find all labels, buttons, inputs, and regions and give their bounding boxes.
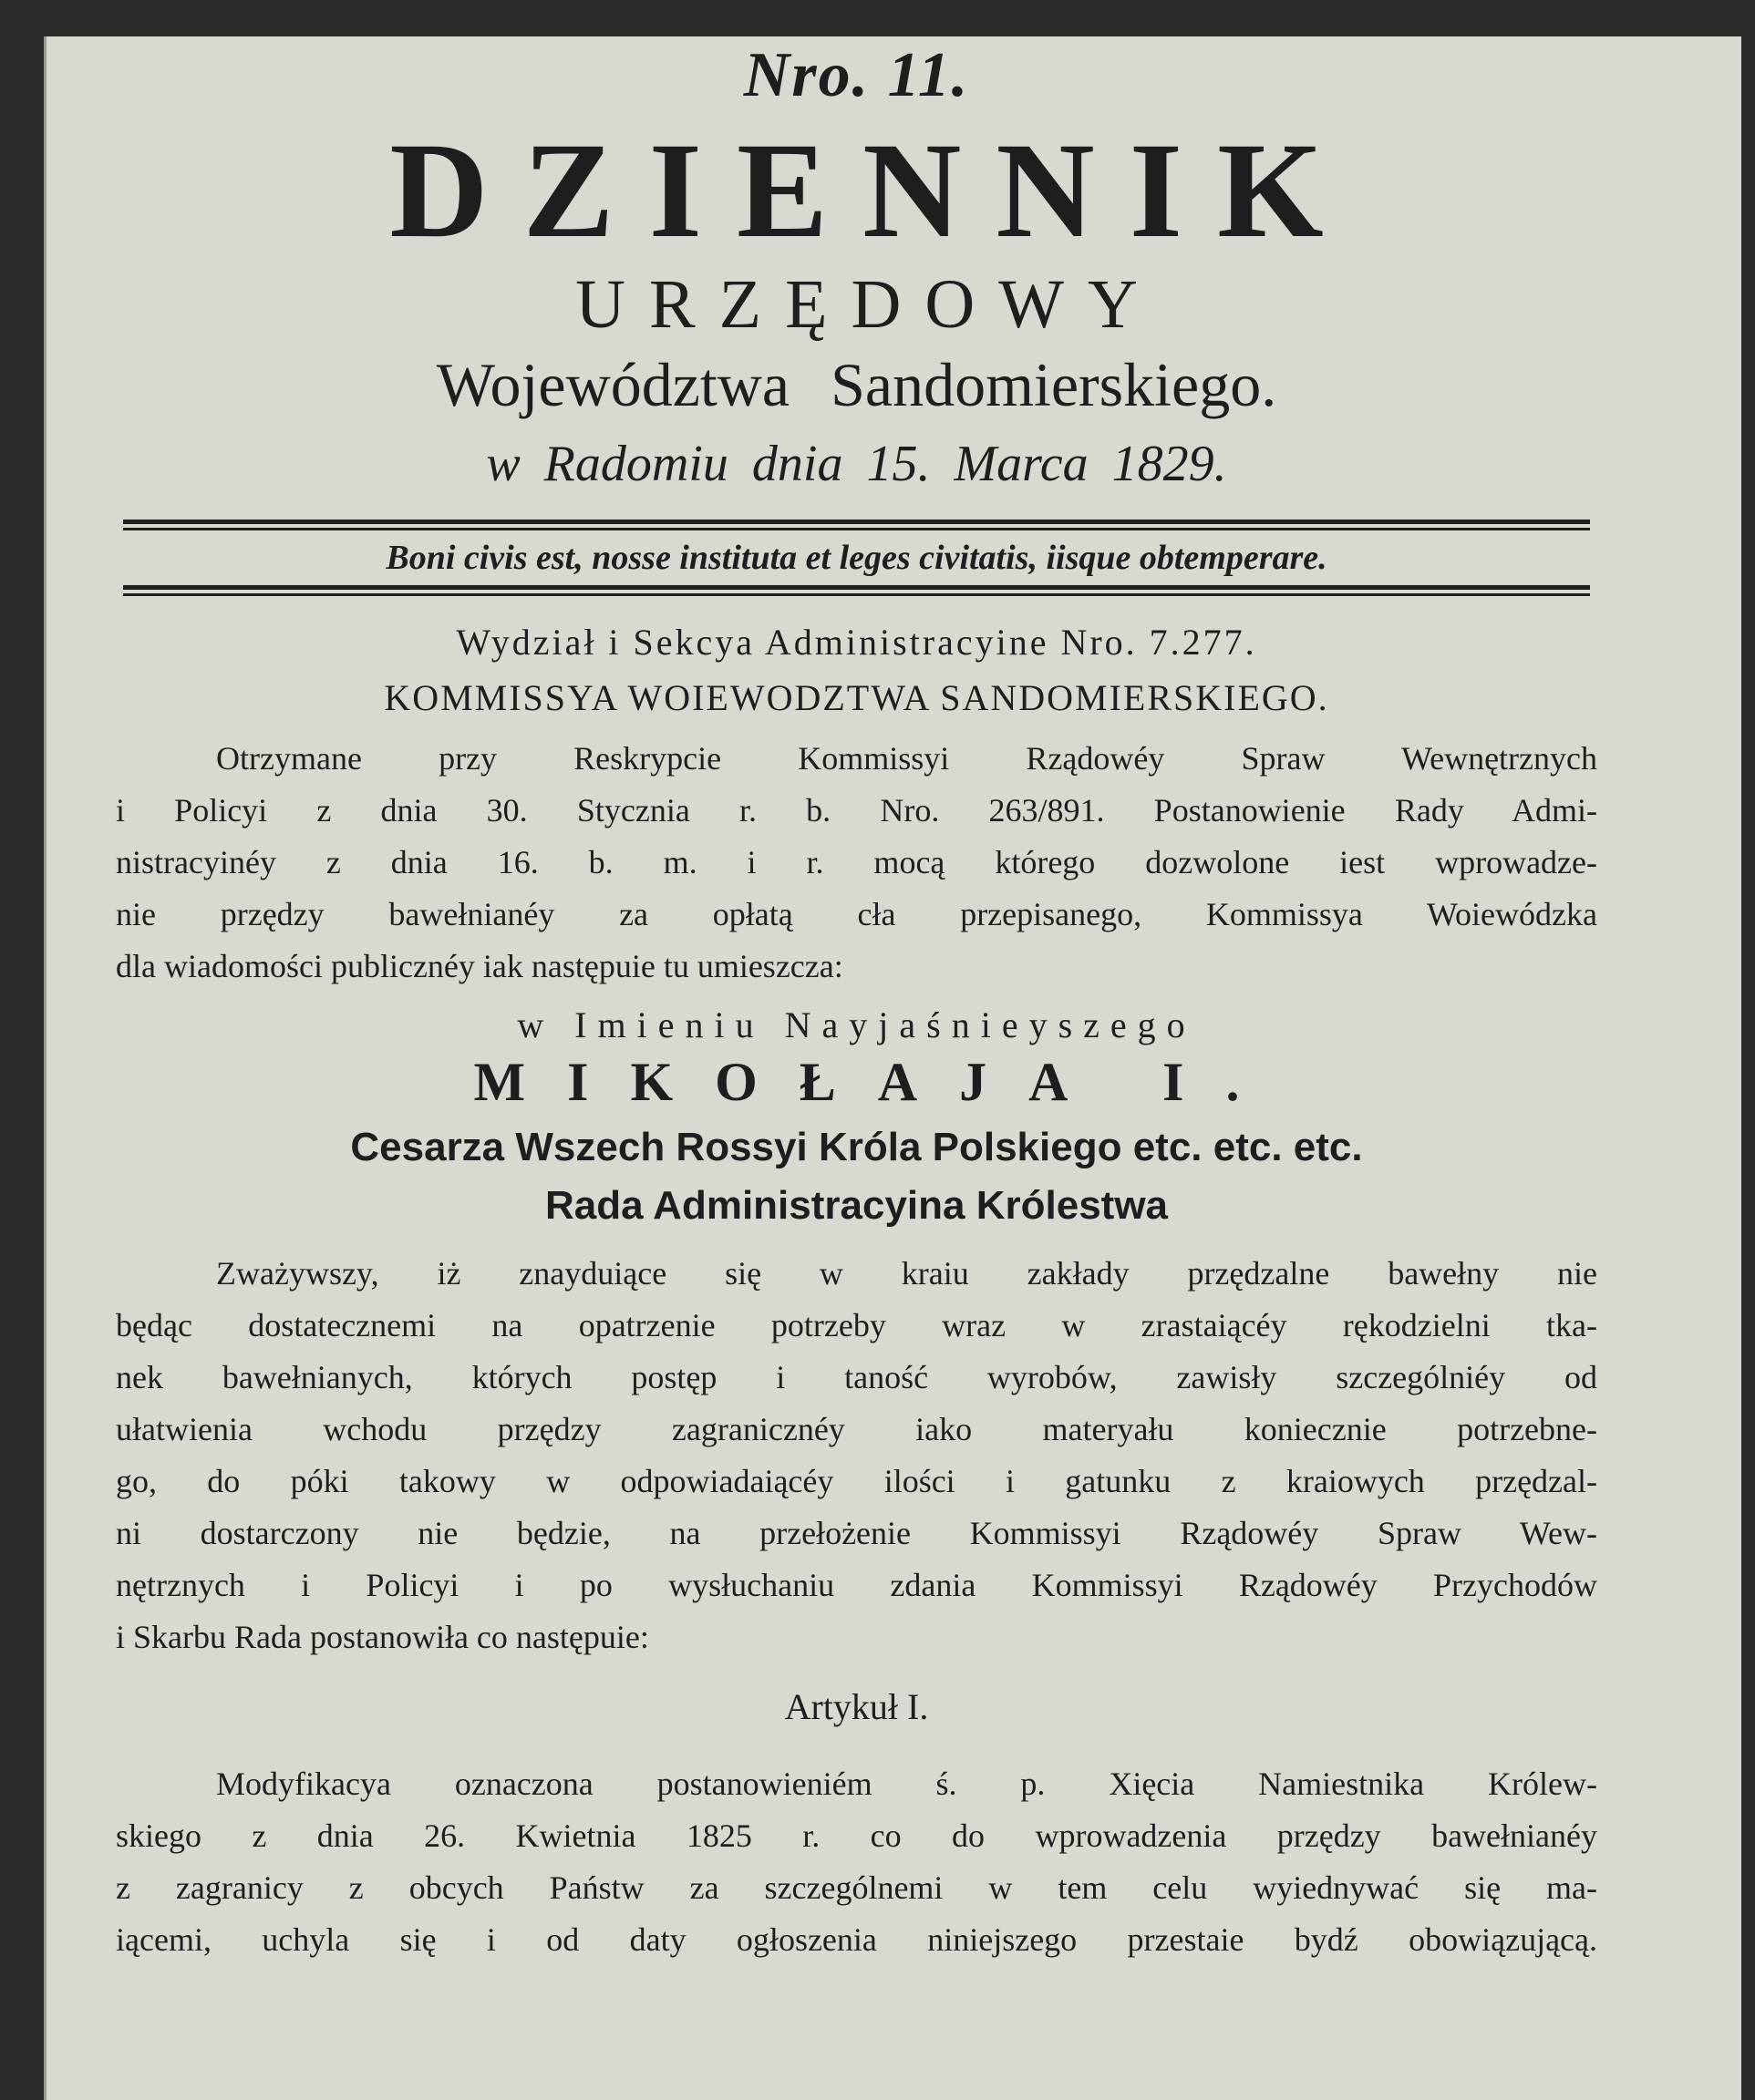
dateline: w Radomiu dnia 15. Marca 1829. [486,436,1227,492]
text-line: Otrzymane przy Reskrypcie Kommissyi Rządowéy Spraw Wewnętrznych [216,740,1597,777]
text-line: będąc dostatecznemi na opatrzenie potrzeby wraz w zrastaiącéy rękodzielni tka- [116,1307,1597,1343]
emperor-titles: Cesarza Wszech Rossyi Króla Polskiego etc. etc. etc. [350,1125,1363,1169]
council-name: Rada Administracyina Królestwa [544,1183,1169,1228]
masthead-region: Województwa Sandomierskiego. [436,350,1277,419]
issue-number: Nro. 11. [743,40,970,110]
article-paragraph [116,1758,1597,1966]
monarch-name: MIKOŁAJA I. [473,1052,1282,1112]
bottom-rule [123,585,1590,590]
text-line: ni dostarczony nie będzie, na przełożenie Kommissyi Rządowéy Spraw Wew- [116,1515,1597,1551]
text-line: ułatwienia wchodu przędzy zagranicznéy iako materyału koniecznie potrzebne- [116,1411,1597,1447]
commission-heading: KOMMISSYA WOIEWODZTWA SANDOMIERSKIEGO. [384,677,1329,718]
motto-band [116,520,1597,596]
text-line: nistracyinéy z dnia 16. b. m. i r. mocą którego dozwolone iest wprowadze- [116,844,1597,880]
text-line: dla wiadomości publicznéy iak następuie tu umieszcza: [116,948,843,984]
motto: Boni civis est, nosse instituta et leges civitatis, iisque obtemperare. [386,539,1327,577]
text-line: Zważywszy, iż znayduiące się w kraiu zakłady przędzalne bawełny nie [216,1255,1597,1292]
considering-paragraph [116,1248,1597,1663]
text-line: go, do póki takowy w odpowiadaiącéy ilości i gatunku z kraiowych przędzal- [116,1463,1597,1499]
text-line: skiego z dnia 26. Kwietnia 1825 r. co do wprowadzenia przędzy bawełnianéy [116,1817,1597,1854]
newspaper-page [44,36,1741,2100]
text-line: iącemi, uchyla się i od daty ogłoszenia niniejszego przestaie bydź obowiązującą. [116,1921,1597,1958]
masthead-subtitle: URZĘDOWY [575,266,1161,343]
department-line: Wydział i Sekcya Administracyine Nro. 7.277. [456,622,1257,663]
page-content [116,36,1597,1966]
in-name-line: w Imieniu Nayjaśnieyszego [517,1004,1196,1045]
text-line: i Skarbu Rada postanowiła co następuie: [116,1619,649,1655]
top-rule [123,520,1590,524]
text-line: nek bawełnianych, których postęp i taność wyrobów, zawisły szczególniéy od [116,1359,1597,1395]
intro-paragraph [116,733,1597,993]
text-line: z zagranicy z obcych Państw za szczególnemi w tem celu wyiednywać się ma- [116,1869,1597,1906]
masthead-title: DZIENNIK [389,115,1358,266]
text-line: nętrznych i Policyi i po wysłuchaniu zdania Kommissyi Rządowéy Przychodów [116,1567,1597,1603]
article-heading: Artykuł I. [784,1686,929,1727]
text-line: i Policyi z dnia 30. Stycznia r. b. Nro. 263/891. Postanowienie Rady Admi- [116,792,1597,829]
text-line: Modyfikacya oznaczona postanowieniém ś. p. Xięcia Namiestnika Królew- [216,1765,1597,1802]
bottom-rule-thin [123,593,1590,596]
text-line: nie przędzy bawełnianéy za opłatą cła przepisanego, Kommissya Woiewódzka [116,896,1597,932]
